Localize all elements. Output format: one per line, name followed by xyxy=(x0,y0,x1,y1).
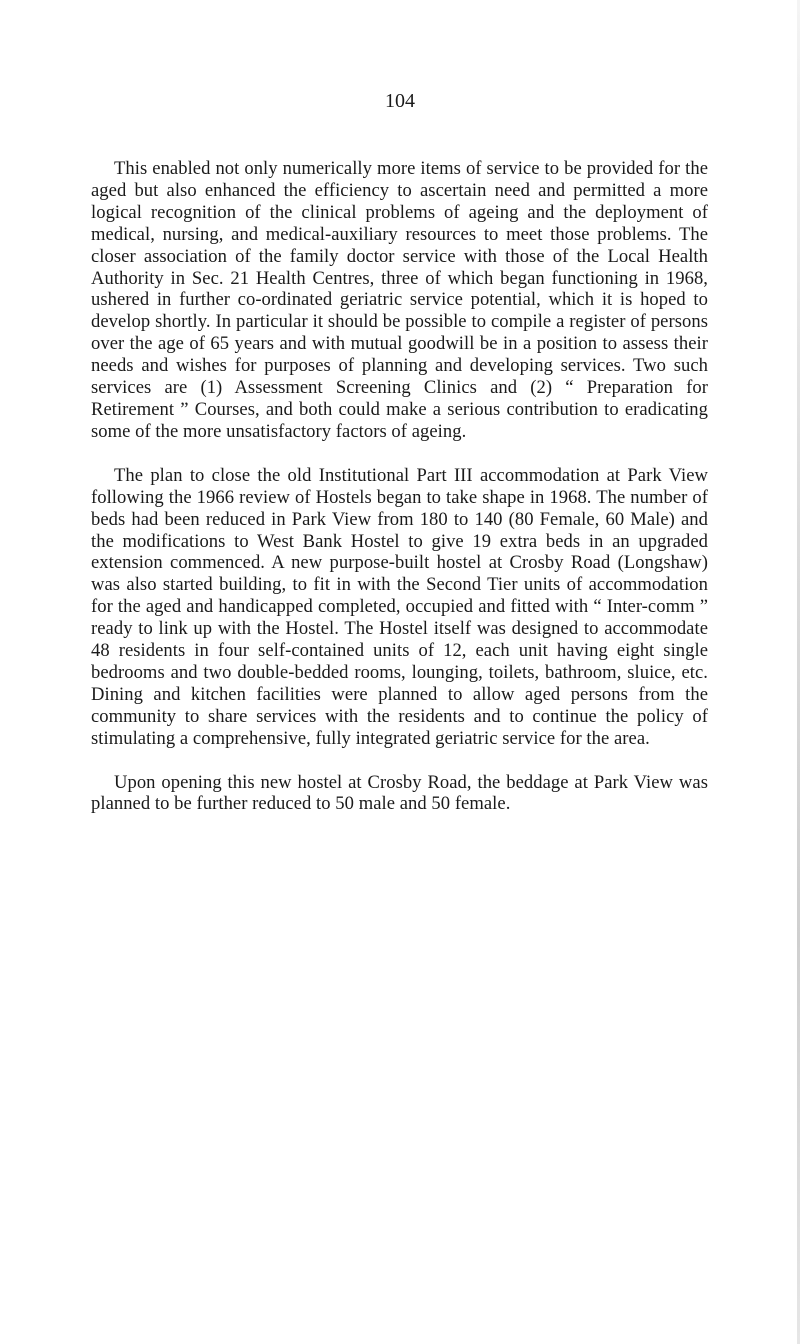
text-body xyxy=(91,158,708,837)
paragraph-health-services: This enabled not only numerically more items of service to be provided for the aged but also enhanced the efficiency to ascertain need and permitted a more logical recognition of the clinical problems of ageing and the deployment of medical, nursing, and medical-auxiliary resources to meet those problems. The closer association of the family doctor service with those of the Local Health Authority in Sec. 21 Health Centres, three of which began functioning in 1968, ushered in further co-ordinated geriatric service potential, which it is hoped to develop shortly. In particular it should be possible to compile a register of persons over the age of 65 years and with mutual goodwill be in a position to assess their needs and wishes for purposes of planning and developing services. Two such services are (1) Assessment Screening Clinics and (2) “ Preparation for Retirement ” Courses, and both could make a serious contribution to eradicating some of the more unsatisfactory factors of ageing. xyxy=(91,158,708,442)
paragraph-crosby-road-opening: Upon opening this new hostel at Crosby Road, the beddage at Park View was planned to be further reduced to 50 male and 50 female. xyxy=(91,771,708,815)
paragraph-park-view-plan: The plan to close the old Institutional Part III accommodation at Park View following the 1966 review of Hostels began to take shape in 1968. The number of beds had been reduced in Park View from 180 to 140 (80 Female, 60 Male) and the modifications to West Bank Hostel to give 19 extra beds in an upgraded extension commenced. A new purpose-built hostel at Crosby Road (Longshaw) was also started building, to fit in with the Second Tier units of accommodation for the aged and handicapped completed, occupied and fitted with “ Inter-comm ” ready to link up with the Hostel. The Hostel itself was designed to accommodate 48 residents in four self-contained units of 12, each unit having eight single bedrooms and two double-bedded rooms, lounging, toilets, bathroom, sluice, etc. Dining and kitchen facilities were planned to allow aged persons from the community to share services with the residents and to continue the policy of stimulating a comprehensive, fully integrated geriatric service for the area. xyxy=(91,464,708,749)
page-number: 104 xyxy=(385,90,415,112)
